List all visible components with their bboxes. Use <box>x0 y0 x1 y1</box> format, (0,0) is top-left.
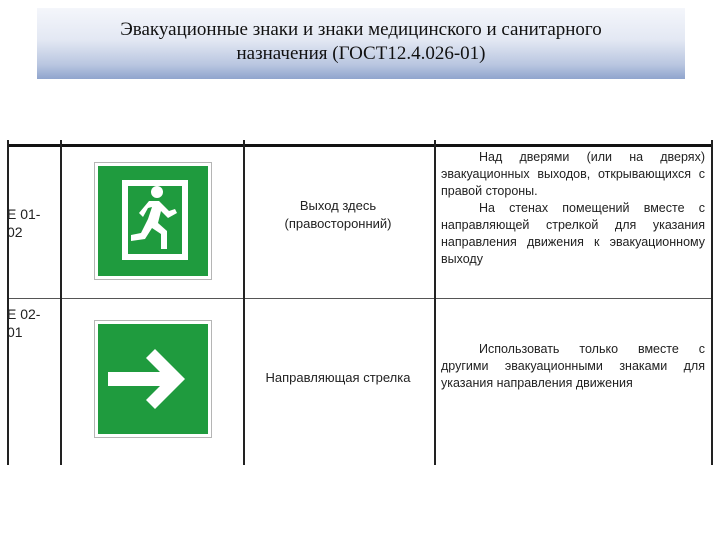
slide-title-line-1: Эвакуационные знаки и знаки медицинского и санитарного <box>120 18 602 40</box>
column-divider <box>711 140 713 465</box>
table-top-border <box>7 144 713 147</box>
sign-name-line-1: Выход здесь <box>299 198 377 213</box>
column-divider <box>60 140 62 465</box>
usage-note-paragraph: На стенах помещений вместе с направляющей стрелкой для указания направления движения к эвакуационному выходу <box>441 201 705 266</box>
sign-code-line-2: 02 <box>7 224 23 240</box>
sign-code-line-1: Е 02- <box>7 306 41 322</box>
exit-sign-right <box>94 162 212 280</box>
slide-title-banner <box>37 8 685 79</box>
sign-name <box>244 197 432 233</box>
figure-head <box>151 186 163 198</box>
row-divider <box>7 298 713 299</box>
sign-code <box>7 305 55 341</box>
right-arrow-icon <box>95 321 211 437</box>
column-divider <box>434 140 436 465</box>
usage-note <box>441 341 705 392</box>
direction-arrow-sign <box>94 320 212 438</box>
usage-note-paragraph: Использовать только вместе с другими эвакуационными знаками для указания направления движения <box>441 342 705 390</box>
sign-code-line-1: Е 01- <box>7 206 41 222</box>
sign-name <box>244 369 432 387</box>
column-divider <box>7 140 9 465</box>
column-divider <box>243 140 245 465</box>
usage-note-paragraph: Над дверями (или на дверях) эвакуационных выходов, открывающихся с правой стороны. <box>441 150 705 198</box>
sign-name-line-2: (правосторонний) <box>284 216 392 231</box>
usage-note <box>441 149 705 268</box>
running-man-exit-door-icon <box>95 163 211 279</box>
slide-title-line-2: назначения (ГОСТ12.4.026-01) <box>236 42 486 64</box>
sign-code <box>7 205 55 241</box>
sign-name-line-1: Направляющая стрелка <box>265 370 411 385</box>
sign-code-line-2: 01 <box>7 324 23 340</box>
slide-title <box>120 18 602 66</box>
